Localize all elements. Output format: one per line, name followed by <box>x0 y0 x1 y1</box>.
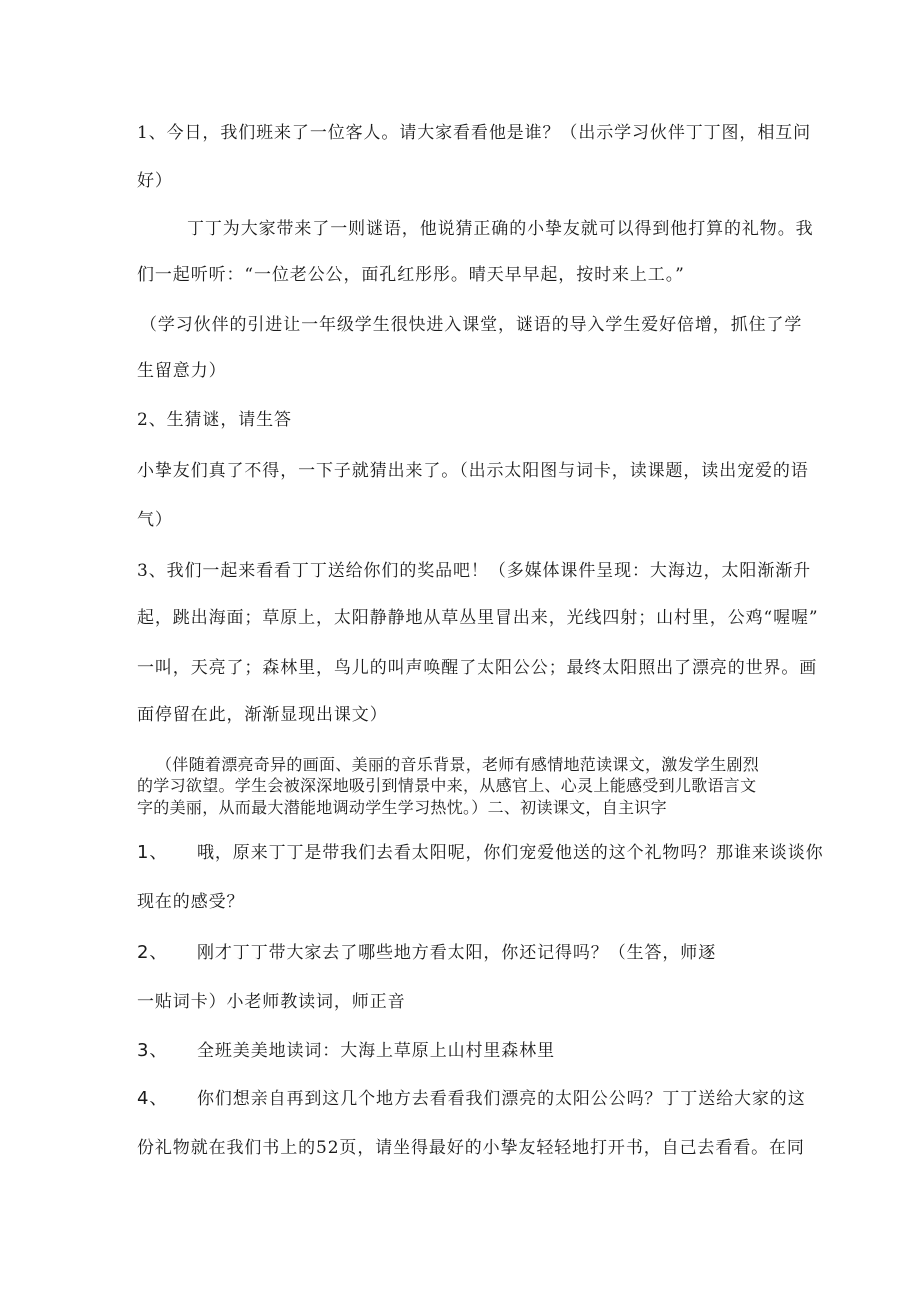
item-text: 刚才丁丁带大家去了哪些地方看太阳，你还记得吗？（生答，师逐 <box>197 943 717 963</box>
list-item <box>137 1089 806 1109</box>
list-item <box>137 992 406 1012</box>
item-number: 3、 <box>137 1040 169 1061</box>
item-text: 一贴词卡）小老师教读词，师正音 <box>137 992 406 1012</box>
text-line: 面停留在此，渐渐显现出课文） <box>137 705 388 725</box>
text-line: 们一起听听：“一位老公公，面孔红彤彤。晴天早早起，按时来上工。” <box>137 265 685 285</box>
text-line: 好） <box>137 171 173 191</box>
text-line: 一叫，天亮了；森林里，鸟儿的叫声唤醒了太阳公公；最终太阳照出了漂亮的世界。画 <box>137 658 818 678</box>
text-line: 起，跳出海面；草原上，太阳静静地从草丛里冒出来，光线四射；山村里，公鸡“喔喔” <box>137 608 819 628</box>
list-item <box>137 1138 805 1158</box>
note-line: （伴随着漂亮奇异的画面、美丽的音乐背景，老师有感情地范读课文，激发学生剧烈 <box>156 755 760 774</box>
text-line: 气） <box>137 510 173 530</box>
text-line: 2、生猜谜，请生答 <box>137 410 292 430</box>
text-line: 生留意力） <box>137 361 227 381</box>
list-item <box>137 1041 555 1061</box>
item-text: 现在的感受？ <box>137 892 245 912</box>
item-number: 4、 <box>137 1088 169 1109</box>
item-text: 份礼物就在我们书上的52页，请坐得最好的小挚友轻轻地打开书，自己去看看。在同 <box>137 1138 805 1158</box>
text-line: 3、我们一起来看看丁丁送给你们的奖品吧！（多媒体课件呈现：大海边，太阳渐渐升 <box>137 561 812 581</box>
item-text: 你们想亲自再到这几个地方去看看我们漂亮的太阳公公吗？丁丁送给大家的这 <box>197 1089 806 1109</box>
item-text: 哦，原来丁丁是带我们去看太阳呢，你们宠爱他送的这个礼物吗？那谁来谈谈你 <box>197 843 824 863</box>
item-number: 2、 <box>137 942 169 963</box>
note-line: 字的美丽，从而最大潜能地调动学生学习热忱。）二、初读课文，自主识字 <box>137 798 667 817</box>
list-item <box>137 943 716 963</box>
list-item <box>137 843 824 863</box>
text-line: 丁丁为大家带来了一则谜语，他说猜正确的小挚友就可以得到他打算的礼物。我 <box>187 219 814 239</box>
text-line: 小挚友们真了不得，一下子就猜出来了。（出示太阳图与词卡，读课题，读出宠爱的语 <box>137 461 809 481</box>
item-text: 全班美美地读词：大海上草原上山村里森林里 <box>197 1041 555 1061</box>
note-line: 的学习欲望。学生会被深深地吸引到情景中来，从感官上、心灵上能感受到儿歌语言文 <box>137 776 757 795</box>
list-item <box>137 892 244 912</box>
text-line: （学习伙伴的引进让一年级学生很快进入课堂，谜语的导入学生爱好倍增，抓住了学 <box>140 315 803 335</box>
text-line: 1、今日，我们班来了一位客人。请大家看看他是谁？（出示学习伙伴丁丁图，相互问 <box>137 123 812 143</box>
item-number: 1、 <box>137 842 169 863</box>
